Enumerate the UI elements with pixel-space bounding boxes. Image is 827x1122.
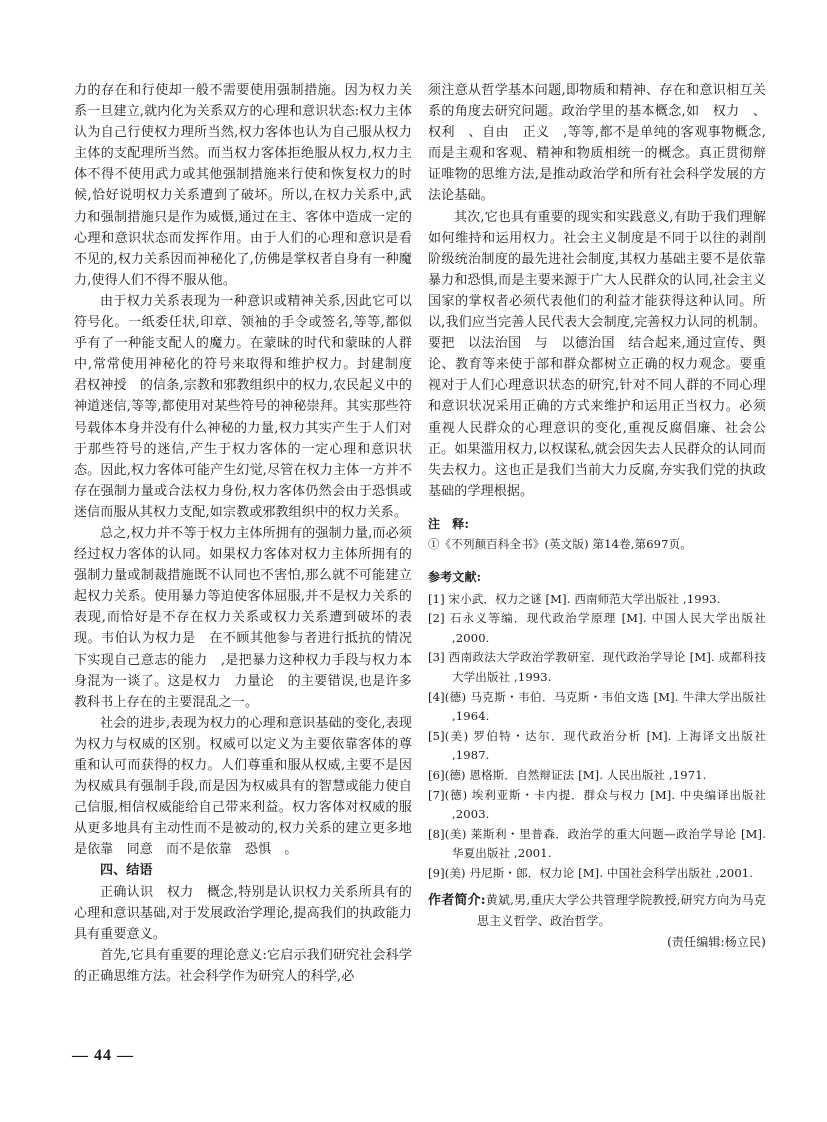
paragraph: 首先,它具有重要的理论意义:它启示我们研究社会科学的正确思维方法。社会科学作为研究人的科学,必 [74, 947, 412, 984]
reference-item: [6](德) 恩格斯．自然辩证法 [M]. 人民出版社 ,1971. [428, 768, 707, 782]
paragraph: 由于权力关系表现为一种意识或精神关系,因此它可以符号化。一纸委任状,印章、领袖的手令或签名,等等,都似乎有了一种能支配人的魔力。在蒙昧的时代和蒙昧的人群中,常常使用神秘化的符号来取得和维护权力。封建制度 君权神授 的信条,宗教和邪教组织中的权力,农民起义中的神道迷信,等等,都使用对某些符号的神秘崇拜。其实那些符号载体本身并没有什么神秘的力量,权力其实产生于人们对于那些符号的迷信,产生于权力客体的一定心理和意识状态。因此,权力客体可能产生幻觉,尽管在权力主体一方并不存在强制力量或合法权力身份,权力客体仍然会由于恐惧或迷信而服从其权力支配,如宗教或邪教组织中的权力关系。 [74, 293, 426, 520]
reference-item: [8](美) 莱斯利・里普森．政治学的重大问题—政治学导论 [M]. 华夏出版社 ,2001. [428, 826, 766, 861]
notes-label: 注 释: [428, 516, 470, 531]
author-bio [428, 890, 766, 932]
author-label: 作者简介: [428, 892, 486, 908]
author-text: 黄斌,男,重庆大学公共管理学院教授,研究方向为马克思主义哲学、政治哲学。 [477, 892, 766, 928]
reference-item: [3] 西南政法大学政治学教研室．现代政治学导论 [M]. 成都科技大学出版社 ,1993. [428, 650, 766, 685]
reference-item: [5](美) 罗伯特・达尔．现代政治分析 [M]. 上海译文出版社 ,1987. [428, 728, 766, 763]
reference-item: [9](美) 丹尼斯・郎．权力论 [M]. 中国社会科学出版社 ,2001. [428, 865, 754, 880]
references-label: 参考文献: [428, 569, 482, 584]
paragraph: 力的存在和行使却一般不需要使用强制措施。因为权力关系一旦建立,就内化为关系双方的心理和意识状态:权力主体认为自己行使权力理所当然,权力客体也认为自己服从权力主体的支配理所当然。而当权力客体拒绝服从权力,权力主体不得不使用武力或其他强制措施来行使和恢复权力的时候,恰好说明权力关系遭到了破坏。所以,在权力关系中,武力和强制措施只是作为威慑,通过在主、客体中造成一定的心理和意识状态而发挥作用。由于人们的心理和意识是看不见的,权力关系因而神秘化了,仿佛是掌权者自身有一种魔力,使得人们不得不服从他。 [74, 83, 412, 288]
editor-credit: (责任编辑:杨立民) [667, 934, 766, 949]
paragraph: 社会的进步,表现为权力的心理和意识基础的变化,表现为权力与权威的区别。权威可以定义为主要依靠客体的尊重和认可而获得的权力。人们尊重和服从权威,主要不是因为权威具有强制手段,而是因为权威具有的智慧或能力使自己信服,相信权威能给自己带来利益。权力客体对权威的服从更多地具有主动性而不是被动的,权力关系的建立更多地是依靠 同意 而不是依靠 恐惧 。 [74, 715, 412, 858]
footnote: ①《不列颠百科全书》(英文版) 第14卷,第697页。 [428, 536, 692, 551]
paragraph: 须注意从哲学基本问题,即物质和精神、存在和意识相互关系的角度去研究问题。政治学里的基本概念,如 权力 、权利 、自由 正义 ,等等,都不是单纯的客观事物概念,而是主观和客观、精神和物质相统一的概念。真正贯彻辩证唯物的思维方法,是推动政治学和所有社会科学发展的方法论基础。 [428, 83, 766, 204]
reference-item: [1] 宋小武．权力之谜 [M]. 西南师范大学出版社 ,1993. [428, 591, 721, 606]
page-number: — 44 — [72, 1047, 134, 1064]
right-column [428, 80, 766, 953]
section-heading: 四、结语 [100, 863, 153, 879]
reference-list [428, 590, 766, 884]
paragraph: 总之,权力并不等于权力主体所拥有的强制力量,而必须经过权力客体的认同。如果权力客体对权力主体所拥有的强制力量或制裁措施既不认同也不害怕,那么就不可能建立起权力关系。使用暴力等迫使客体屈服,并不是权力关系的表现,而恰好是不存在权力关系或权力关系遭到破坏的表现。韦伯认为权力是 在不顾其他参与者进行抵抗的情况下实现自己意志的能力 ,是把暴力这种权力手段与权力本身混为一谈了。这是权力 力量论 的主要错误,也是许多教科书上存在的主要混乱之一。 [74, 525, 412, 710]
paragraph: 正确认识 权力 概念,特别是认识权力关系所具有的心理和意识基础,对于发展政治学理论,提高我们的执政能力具有重要意义。 [74, 884, 412, 942]
reference-item: [7](德) 埃利亚斯・卡内提．群众与权力 [M]. 中央编译出版社 ,2003. [428, 787, 766, 822]
reference-item: [2] 石永义等编．现代政治学原理 [M]. 中国人民大学出版社 ,2000. [428, 611, 766, 645]
paragraph: 其次,它也具有重要的现实和实践意义,有助于我们理解如何维持和运用权力。社会主义制度是不同于以往的剥削阶级统治制度的最先进社会制度,其权力基础主要不是依靠暴力和恐惧,而是主要来源于广大人民群众的认同,社会主义国家的掌权者必须代表他们的利益才能获得这种认同。所以,我们应当完善人民代表大会制度,完善权力认同的机制。要把 以法治国 与 以德治国 结合起来,通过宣传、舆论、教育等来使于部和群众都树立正确的权力观念。要重视对于人们心理意识状态的研究,针对不同人群的不同心理和意识状况采用正确的方式来维护和运用正当权力。必须重视人民群众的心理意识的变化,重视反腐倡廉、社会公正。如果滥用权力,以权谋私,就会因失去人民群众的认同而失去权力。这也正是我们当前大力反腐,夯实我们党的执政基础的学理根据。 [428, 209, 766, 499]
left-column [74, 80, 426, 987]
reference-item: [4](德) 马克斯・韦伯．马克斯・韦伯文选 [M]. 牛津大学出版社 ,1964. [428, 689, 766, 724]
